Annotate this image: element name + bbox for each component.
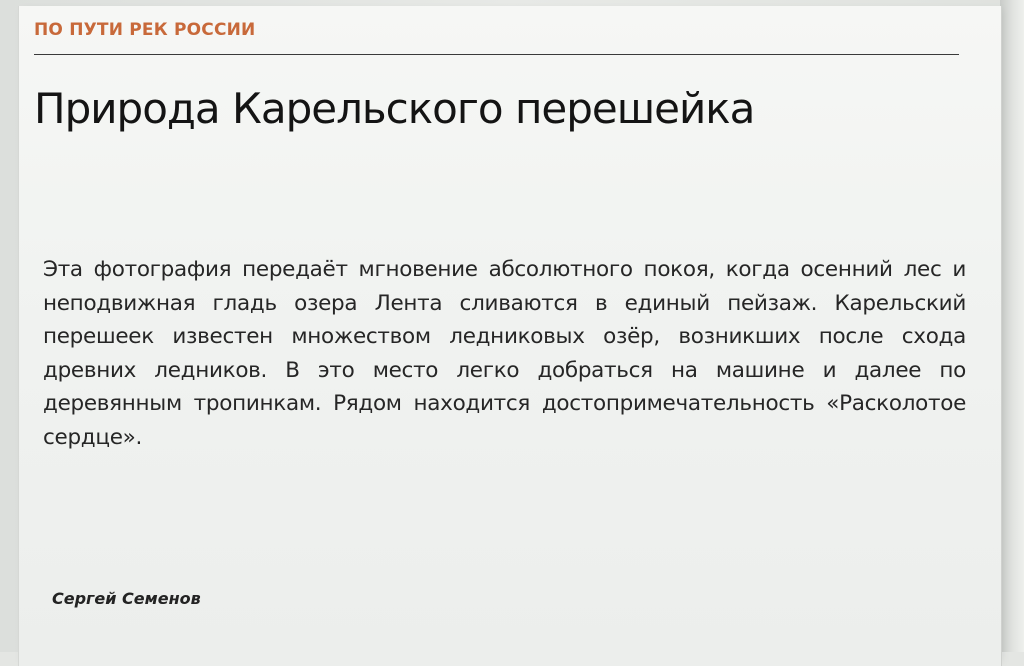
label-description: Эта фотография передаёт мгновение абсолютного покоя, когда осенний лес и неподвижная гладь озера Лента сливаются в единый пейзаж. Карельский перешеек известен множеством ледниковых озёр, возникших после схода древних ледников. В это место легко добраться на машине и далее по деревянным тропинкам. Рядом находится достопримечательность «Расколотое сердце». <box>43 257 966 450</box>
adjacent-card-edge <box>1000 0 1024 652</box>
label-title: Природа Карельского перешейка <box>34 84 755 133</box>
series-kicker: ПО ПУТИ РЕК РОССИИ <box>34 20 256 40</box>
header-divider <box>34 54 959 55</box>
photographer-credit: Сергей Семенов <box>52 589 201 608</box>
